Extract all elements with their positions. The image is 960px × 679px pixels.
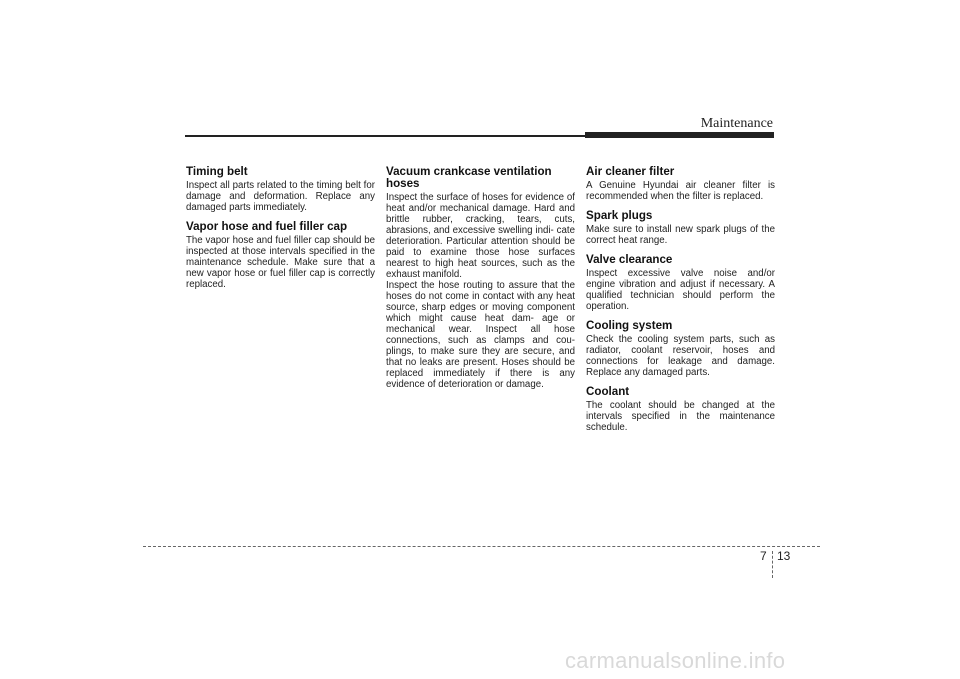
header-rule-thin	[185, 135, 590, 137]
body-coolant: The coolant should be changed at the intervals specified in the maintenance schedule.	[586, 400, 775, 433]
column-3	[586, 166, 775, 438]
watermark: carmanualsonline.info	[565, 648, 786, 673]
heading-air-cleaner: Air cleaner filter	[586, 165, 675, 178]
footer-vertical-dashed-rule	[772, 551, 773, 578]
body-air-cleaner: A Genuine Hyundai air cleaner filter is recommended when the filter is replaced.	[586, 180, 775, 202]
column-1	[186, 166, 375, 295]
footer-chapter-number: 7	[760, 549, 767, 563]
heading-valve-clearance: Valve clearance	[586, 253, 673, 266]
column-2	[386, 166, 575, 395]
heading-timing-belt: Timing belt	[186, 165, 248, 178]
header-rule-thick	[585, 132, 774, 138]
body-crankcase-hoses-2: Inspect the hose routing to assure that the hoses do not come in contact with any heat source, sharp edges or moving component which might cause heat dam- age or mechanical wear. Inspect all hose connections, such as clamps and cou- plings, to make sure they are secure, and that no leaks are present. Hoses should be replaced immediately if there is any evidence of deterioration or damage.	[386, 280, 575, 390]
body-valve-clearance: Inspect excessive valve noise and/or engine vibration and adjust if necessary. A qualified technician should perform the operation.	[586, 268, 775, 312]
body-spark-plugs: Make sure to install new spark plugs of the correct heat range.	[586, 224, 775, 246]
body-crankcase-hoses-1: Inspect the surface of hoses for evidence of heat and/or mechanical damage. Hard and brittle rubber, cracking, tears, cuts, abrasions, and excessive swelling indi- cate deterioration. Particular attention should be paid to examine those hose surfaces nearest to high heat sources, such as the exhaust manifold.	[386, 192, 575, 280]
heading-coolant: Coolant	[586, 385, 630, 398]
body-vapor-hose: The vapor hose and fuel filler cap should be inspected at those intervals specified in the maintenance schedule. Make sure that a new vapor hose or fuel filler cap is correctly replaced.	[186, 235, 375, 290]
heading-spark-plugs: Spark plugs	[586, 209, 653, 222]
footer-page-number: 13	[777, 549, 791, 563]
heading-vapor-hose: Vapor hose and fuel filler cap	[186, 220, 348, 233]
footer-dashed-rule	[143, 546, 820, 547]
body-cooling-system: Check the cooling system parts, such as radiator, coolant reservoir, hoses and connections for leakage and damage. Replace any damaged parts.	[586, 334, 775, 378]
body-timing-belt: Inspect all parts related to the timing belt for damage and deformation. Replace any damaged parts immediately.	[186, 180, 375, 213]
heading-cooling-system: Cooling system	[586, 319, 673, 332]
heading-crankcase-hoses: Vacuum crankcase ventilation hoses	[386, 165, 552, 190]
section-title: Maintenance	[700, 116, 773, 131]
